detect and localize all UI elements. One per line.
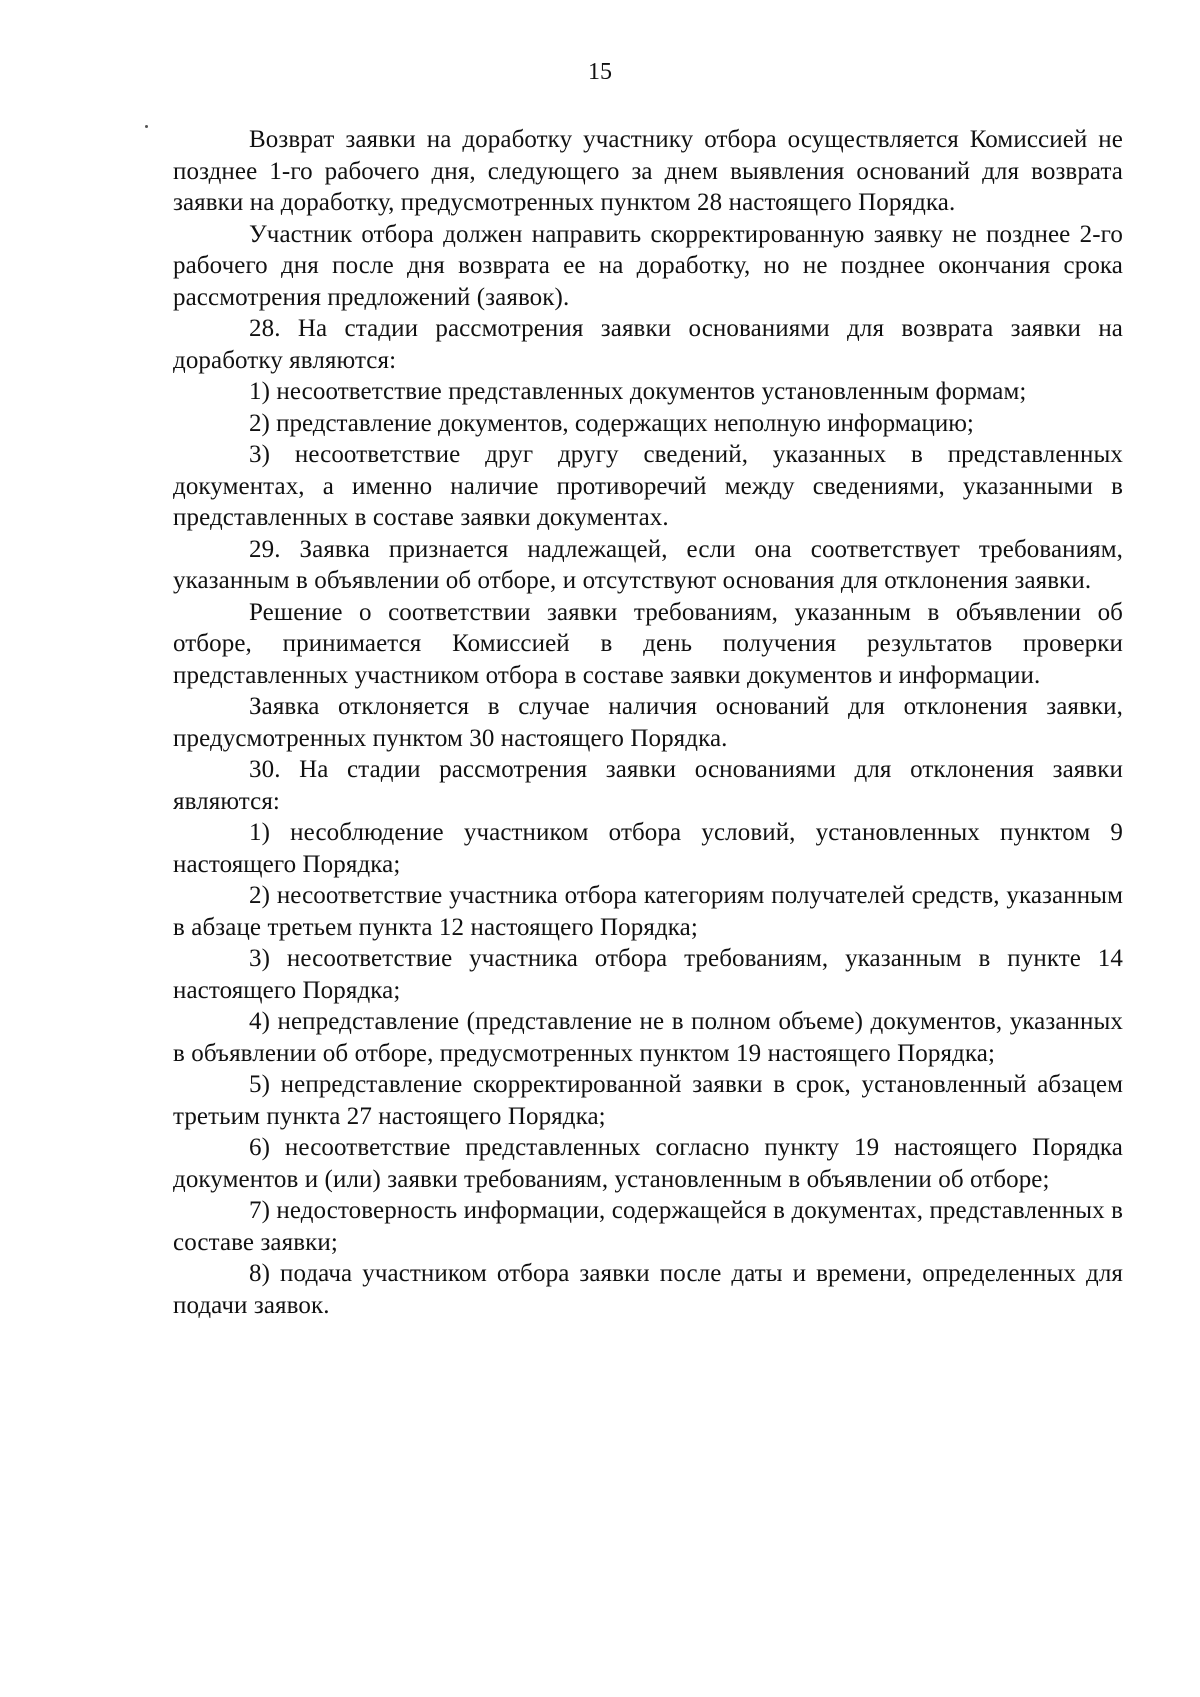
paragraph-resubmit-application: Участник отбора должен направить скорректированную заявку не позднее 2-го рабочего дня после дня возврата ее на доработку, но не позднее окончания срока рассмотрения предложений (заявок). bbox=[173, 220, 1123, 311]
paragraph-item-28-3: 3) несоответствие друг другу сведений, указанных в представленных документах, а именно наличие противоречий между сведениями, указанными в представленных в составе заявки документах. bbox=[173, 441, 1123, 531]
paragraph-item-28: 28. На стадии рассмотрения заявки основаниями для возврата заявки на доработку являются: bbox=[173, 315, 1123, 374]
paragraph-rejection: Заявка отклоняется в случае наличия оснований для отклонения заявки, предусмотренных пунктом 30 настоящего Порядка. bbox=[173, 693, 1123, 752]
paragraph-item-28-2: 2) представление документов, содержащих неполную информацию; bbox=[249, 409, 974, 437]
paragraph-return-application: Возврат заявки на доработку участнику отбора осуществляется Комиссией не позднее 1-го рабочего дня, следующего за днем выявления оснований для возврата заявки на доработку, предусмотренных пунктом 28 настоящего Порядка. bbox=[173, 126, 1123, 216]
paragraph-item-30-4: 4) непредставление (представление не в полном объеме) документов, указанных в объявлении об отборе, предусмотренных пунктом 19 настоящего Порядка; bbox=[173, 1008, 1123, 1067]
paragraph-item-30-2: 2) несоответствие участника отбора категориям получателей средств, указанным в абзаце третьем пункта 12 настоящего Порядка; bbox=[173, 882, 1123, 941]
paragraph-item-30-1: 1) несоблюдение участником отбора условий, установленных пунктом 9 настоящего Порядка; bbox=[173, 819, 1123, 878]
document-body bbox=[173, 124, 1123, 1321]
paragraph-item-29: 29. Заявка признается надлежащей, если она соответствует требованиям, указанным в объявлении об отборе, и отсутствуют основания для отклонения заявки. bbox=[173, 535, 1123, 594]
paragraph-item-30-5: 5) непредставление скорректированной заявки в срок, установленный абзацем третьим пункта 27 настоящего Порядка; bbox=[173, 1071, 1123, 1130]
paragraph-item-30-7: 7) недостоверность информации, содержащейся в документах, представленных в составе заявки; bbox=[173, 1197, 1123, 1256]
paragraph-item-28-1: 1) несоответствие представленных документов установленным формам; bbox=[249, 378, 1027, 405]
paragraph-item-30-8: 8) подача участником отбора заявки после даты и времени, определенных для подачи заявок. bbox=[173, 1260, 1123, 1319]
paragraph-item-30-3: 3) несоответствие участника отбора требованиям, указанным в пункте 14 настоящего Порядка; bbox=[173, 945, 1123, 1004]
page-number: 15 bbox=[588, 59, 612, 85]
paragraph-item-30: 30. На стадии рассмотрения заявки основаниями для отклонения заявки являются: bbox=[173, 756, 1123, 815]
scan-speck bbox=[145, 125, 148, 128]
paragraph-decision-compliance: Решение о соответствии заявки требованиям, указанным в объявлении об отборе, принимается Комиссией в день получения результатов проверки представленных участником отбора в составе заявки документов и информации. bbox=[173, 598, 1123, 689]
paragraph-item-30-6: 6) несоответствие представленных согласно пункту 19 настоящего Порядка документов и (или) заявки требованиям, установленным в объявлении об отборе; bbox=[173, 1134, 1123, 1193]
